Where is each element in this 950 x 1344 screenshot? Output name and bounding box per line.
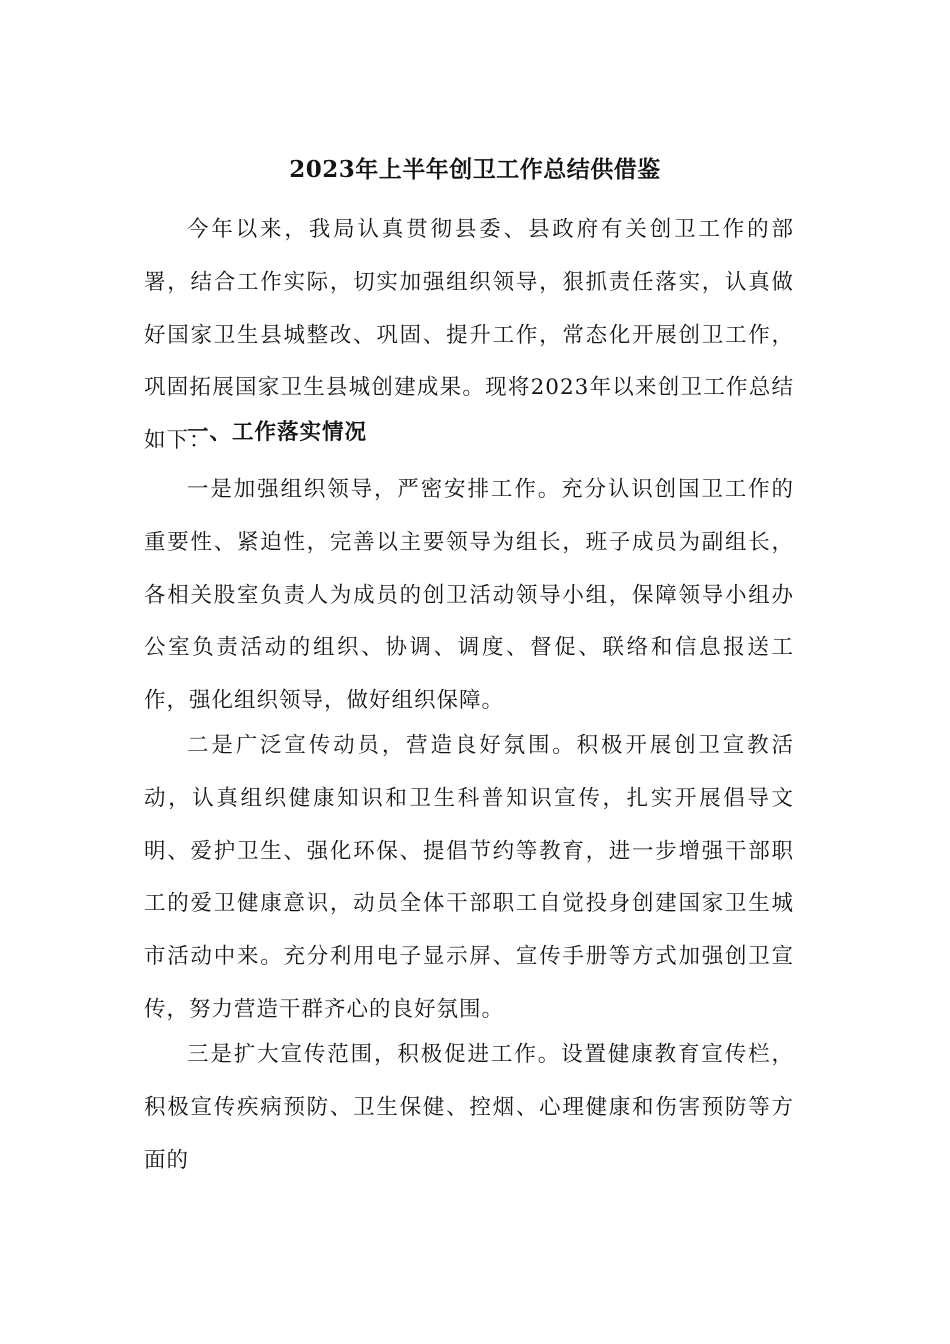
paragraph-item-1: 一是加强组织领导，严密安排工作。充分认识创国卫工作的重要性、紧迫性，完善以主要领导为组长，班子成员为副组长，各相关股室负责人为成员的创卫活动领导小组，保障领导小组办公室负责活动的组织、协调、调度、督促、联络和信息报送工作，强化组织领导，做好组织保障。 — [144, 477, 794, 714]
paragraph-item-3: 三是扩大宣传范围，积极促进工作。设置健康教育宣传栏，积极宣传疾病预防、卫生保健、控烟、心理健康和伤害预防等方面的 — [144, 1042, 794, 1173]
paragraph-item-2: 二是广泛宣传动员，营造良好氛围。积极开展创卫宣教活动，认真组织健康知识和卫生科普知识宣传，扎实开展倡导文明、爱护卫生、强化环保、提倡节约等教育，进一步增强干部职工的爱卫健康意识，动员全体干部职工自觉投身创建国家卫生城市活动中来。充分利用电子显示屏、宣传手册等方式加强创卫宣传，努力营造干群齐心的良好氛围。 — [144, 733, 794, 1022]
document-title: 2023年上半年创卫工作总结供借鉴 — [289, 156, 661, 183]
section-heading: 一、工作落实情况 — [187, 420, 368, 445]
intro-paragraph: 今年以来，我局认真贯彻县委、县政府有关创卫工作的部署，结合工作实际，切实加强组织领导，狠抓责任落实，认真做好国家卫生县城整改、巩固、提升工作，常态化开展创卫工作，巩固拓展国家卫生县城创建成果。现将2023年以来创卫工作总结如下： — [144, 217, 794, 454]
